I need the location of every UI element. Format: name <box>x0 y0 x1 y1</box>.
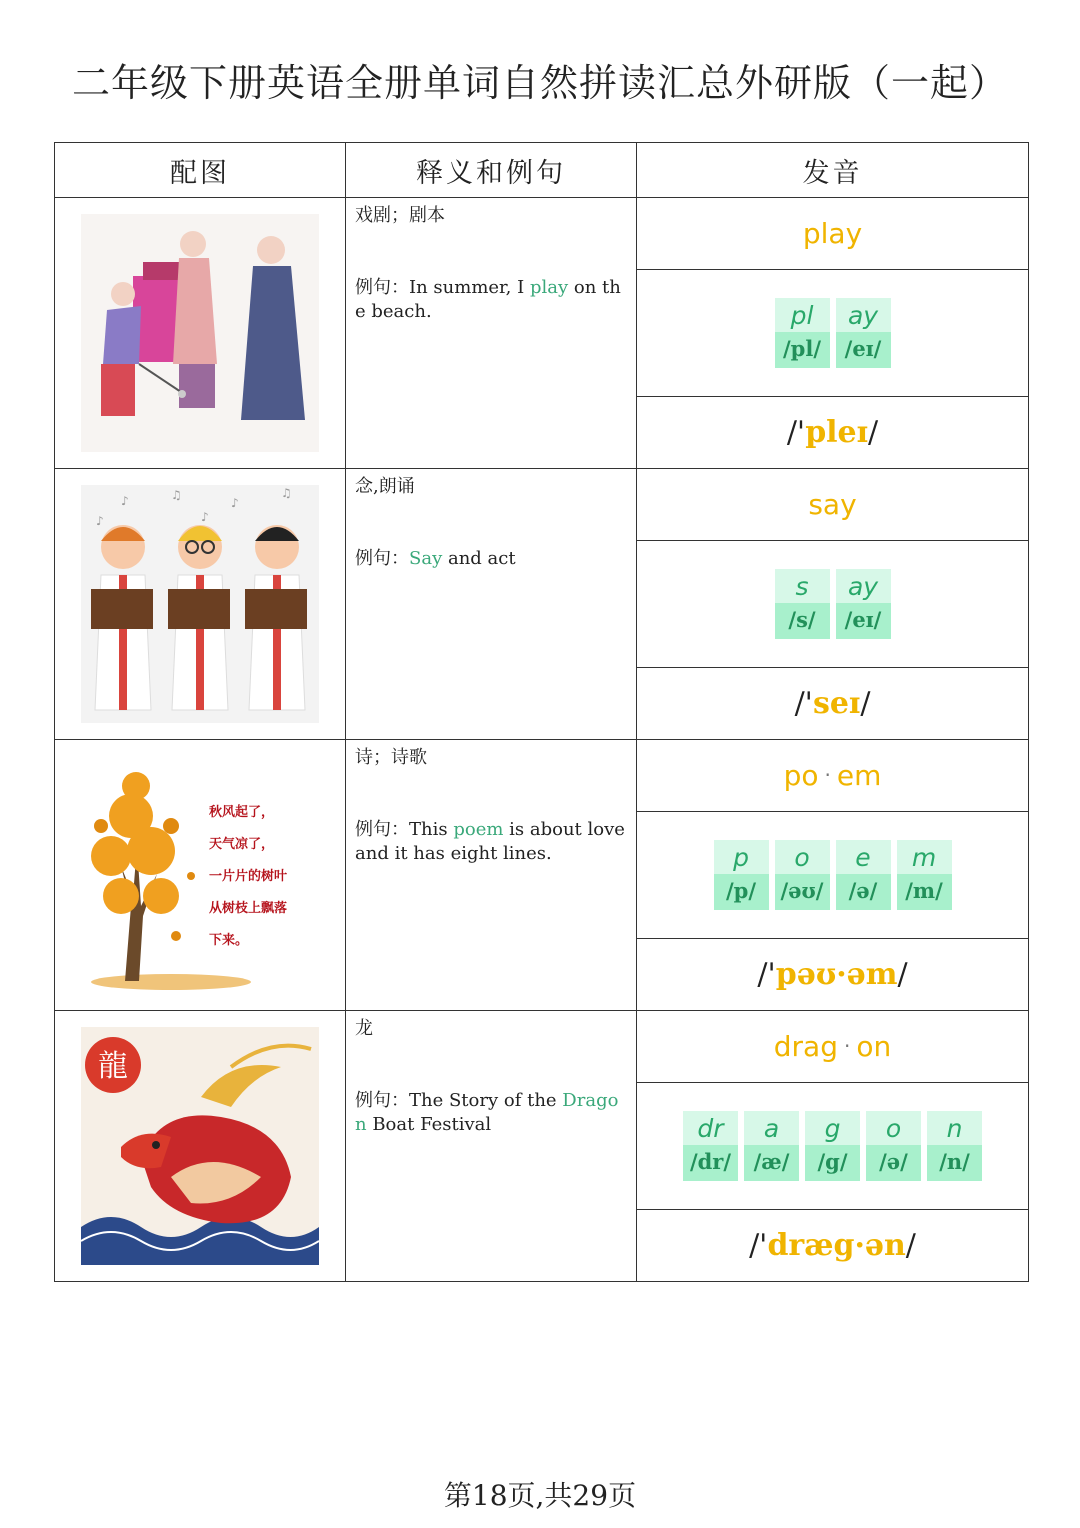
word-syllable: say <box>808 487 857 521</box>
phonics-cell <box>637 811 1029 938</box>
phonics-sound: /əʊ/ <box>780 877 824 903</box>
word-cell <box>637 469 1029 541</box>
phonics-sound: /m/ <box>905 877 943 903</box>
example-text-pre: The Story of the <box>409 1090 563 1111</box>
poem-line: 下来。 <box>209 933 249 948</box>
picture-cell <box>55 198 346 469</box>
example-label: 例句： <box>355 277 409 298</box>
poem-line: 秋风起了， <box>209 805 275 820</box>
svg-text:♪: ♪ <box>121 494 129 508</box>
example-keyword: Dragon <box>355 1090 619 1135</box>
meaning-text: 念,朗诵 <box>355 476 415 497</box>
ipa-close: / <box>868 415 879 451</box>
autumn-tree-poem-illustration <box>81 756 319 994</box>
phonics-letters: p <box>714 840 769 874</box>
phonics-sound: /dr/ <box>689 1148 732 1174</box>
word-cell <box>637 1011 1029 1083</box>
phonics-chunk <box>836 298 891 368</box>
word-syllable: drag <box>773 1029 838 1063</box>
ipa-cell <box>637 397 1029 469</box>
phonics-chunk <box>775 569 830 639</box>
poem-line: 天气凉了， <box>209 837 275 852</box>
definition-cell <box>346 469 637 740</box>
phonics-sound: /ə/ <box>848 877 878 903</box>
picture-cell <box>55 740 346 1011</box>
ipa-cell <box>637 1210 1029 1282</box>
example-text-post: is about love and it has eight lines. <box>355 819 625 864</box>
definition-cell <box>346 1011 637 1282</box>
phonics-sound: /p/ <box>725 877 757 903</box>
header-meaning: 释义和例句 <box>346 143 637 198</box>
phonics-sound: /æ/ <box>753 1148 790 1174</box>
phonics-cell <box>637 540 1029 667</box>
example-text-post: on the beach. <box>355 277 621 322</box>
entry-row <box>55 469 1029 541</box>
phonics-letters: dr <box>683 1111 738 1145</box>
header-image: 配图 <box>55 143 346 198</box>
ipa-open: /' <box>794 686 813 722</box>
phonics-letters: ay <box>836 569 891 603</box>
example-keyword: play <box>529 277 569 298</box>
ipa-close: / <box>860 686 871 722</box>
ipa-open: /' <box>757 957 776 993</box>
phonics-chunk <box>897 840 952 910</box>
phonics-letters: m <box>897 840 952 874</box>
phonics-cell <box>637 1082 1029 1209</box>
phonics-letters: g <box>805 1111 860 1145</box>
chinese-opera-illustration <box>81 214 319 452</box>
dragon-character: 龍 <box>98 1049 128 1084</box>
ipa-transcription: dræg·ən <box>767 1228 906 1264</box>
entry-row <box>55 1011 1029 1083</box>
phonics-letters: ay <box>836 298 891 332</box>
phonics-sound: /ə/ <box>879 1148 908 1174</box>
example-keyword: Say <box>409 548 443 569</box>
picture-cell <box>55 469 346 740</box>
svg-text:♪: ♪ <box>96 514 104 528</box>
meaning-text: 龙 <box>355 1018 373 1039</box>
syllable-dot: · <box>843 1033 851 1058</box>
entry-row <box>55 198 1029 270</box>
example-keyword: poem <box>453 819 504 840</box>
phonics-letters: a <box>744 1111 799 1145</box>
phonics-chunk <box>866 1111 921 1181</box>
word-syllable: on <box>856 1029 892 1063</box>
syllable-dot: · <box>824 762 831 787</box>
phonics-chunk <box>836 569 891 639</box>
children-reading-aloud-illustration <box>81 485 319 723</box>
ipa-close: / <box>897 957 908 993</box>
phonics-sound: /s/ <box>788 606 816 632</box>
phonics-letters: n <box>927 1111 982 1145</box>
svg-text:♫: ♫ <box>171 488 182 502</box>
page-number: 第18页,共29页 <box>443 1479 637 1512</box>
example-text-pre: This <box>409 819 454 840</box>
example-label: 例句： <box>355 819 409 840</box>
poem-line: 从树枝上飘落 <box>209 901 288 916</box>
phonics-chunk <box>775 298 830 368</box>
definition-cell <box>346 740 637 1011</box>
example-label: 例句： <box>355 1090 409 1111</box>
meaning-text: 诗；诗歌 <box>355 747 427 768</box>
table-header-row <box>55 143 1029 198</box>
chinese-dragon-illustration <box>81 1027 319 1265</box>
phonics-sound: /eɪ/ <box>844 606 882 632</box>
phonics-chunk <box>714 840 769 910</box>
svg-text:♪: ♪ <box>201 510 209 524</box>
ipa-transcription: pleɪ <box>805 415 869 451</box>
phonics-sound: /pl/ <box>782 335 821 361</box>
example-text-post: and act <box>442 548 516 569</box>
example-label: 例句： <box>355 548 409 569</box>
example-text-post: Boat Festival <box>366 1114 492 1135</box>
ipa-cell <box>637 668 1029 740</box>
phonics-sound: /g/ <box>817 1148 848 1174</box>
ipa-open: /' <box>786 415 806 451</box>
entry-row <box>55 740 1029 812</box>
phonics-cell <box>637 269 1029 396</box>
ipa-transcription: pəʊ·əm <box>775 957 898 993</box>
word-cell <box>637 740 1029 812</box>
phonics-letters: pl <box>775 298 830 332</box>
phonics-letters: o <box>866 1111 921 1145</box>
ipa-close: / <box>905 1228 916 1264</box>
svg-text:♫: ♫ <box>281 486 292 500</box>
phonics-chunk <box>775 840 830 910</box>
meaning-text: 戏剧；剧本 <box>355 205 445 226</box>
page-title: 二年级下册英语全册单词自然拼读汇总外研版（一起） <box>71 61 1008 105</box>
phonics-letters: s <box>775 569 830 603</box>
phonics-letters: e <box>836 840 891 874</box>
phonics-chunk <box>836 840 891 910</box>
ipa-open: /' <box>749 1228 768 1264</box>
vocabulary-table <box>54 142 1029 1282</box>
word-syllable: po <box>783 758 819 792</box>
word-syllable: em <box>836 758 882 792</box>
phonics-chunk <box>927 1111 982 1181</box>
word-cell <box>637 198 1029 270</box>
header-pronunciation: 发音 <box>637 143 1029 198</box>
definition-cell <box>346 198 637 469</box>
ipa-transcription: seɪ <box>812 686 861 722</box>
example-text-pre: In summer, I <box>409 277 530 298</box>
poem-line: 一片片的树叶 <box>209 869 288 884</box>
word-syllable: play <box>802 216 863 250</box>
picture-cell <box>55 1011 346 1282</box>
phonics-chunk <box>683 1111 738 1181</box>
ipa-cell <box>637 939 1029 1011</box>
phonics-chunk <box>744 1111 799 1181</box>
phonics-chunk <box>805 1111 860 1181</box>
phonics-sound: /eɪ/ <box>844 335 882 361</box>
svg-text:♪: ♪ <box>231 496 239 510</box>
phonics-sound: /n/ <box>939 1148 970 1174</box>
phonics-letters: o <box>775 840 830 874</box>
